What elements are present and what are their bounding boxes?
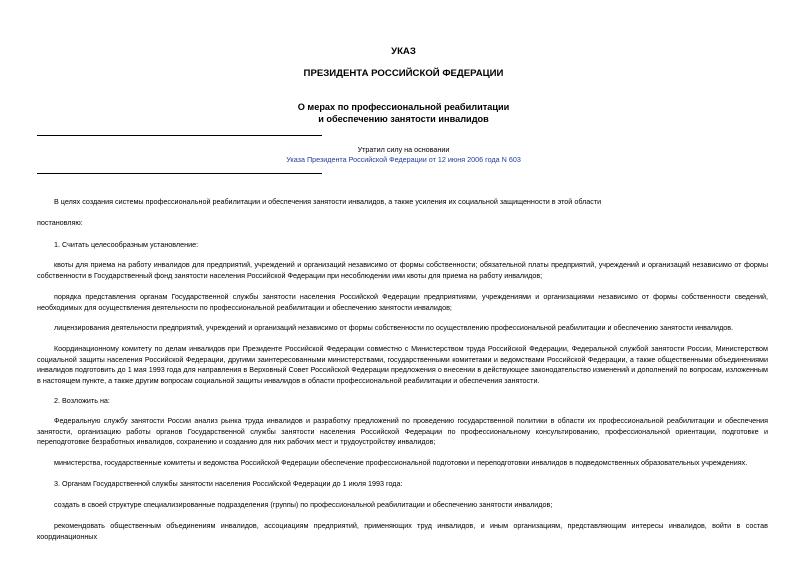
paragraph-recommend: рекомендовать общественным объединениям инвалидов, ассоциациям предприятий, применяющих труд инвалидов, и иным организациям, представляющим интересы инвалидов, войти в состав координационных [37,521,768,541]
paragraph-item-1: 1. Считать целесообразным установление: [54,240,199,249]
document-heading [0,101,807,125]
heading-line-2: и обеспечению занятости инвалидов [318,114,489,124]
paragraph-subdivisions: создать в своей структуре специализированные подразделения (группы) по профессиональной реабилитации и обеспечению занятости инвалидов; [54,500,553,509]
repeal-notice-text: Утратил силу на основании [357,145,450,154]
paragraph-quota: квоты для приема на работу инвалидов для предприятий, учреждений и организаций независимо от формы собственности; обязательной платы предприятий, учреждений и организаций независимо от формы собственности в Государственный фонд занятости населения Российской Федерации при несоблюдении ими квоты для приема на работу инвалидов; [37,260,768,280]
paragraph-item-2: 2. Возложить на: [54,396,110,405]
divider-bottom [37,173,322,174]
paragraph-employment-service: Федеральную службу занятости России анализ рынка труда инвалидов и разработку предложений по проведению государственной политики в области их профессиональной реабилитации и обеспечения занятости, организацию работы органов Государственной службы занятости населения Российской Федерации по профессиональному консультированию, профессиональной ориентации, подготовке и переподготовке безработных инвалидов, сохранению и созданию для них рабочих мест и трудоустройству инвалидов; [37,416,768,447]
document-title: УКАЗ [391,46,416,57]
paragraph-item-3: 3. Органам Государственной службы занятости населения Российской Федерации до 1 июля 1993 года: [54,479,403,488]
paragraph-reporting: порядка представления органам Государственной службы занятости населения Российской Федерации предприятиями, учреждениями и организациями независимо от формы собственности сведений, необходимых для осуществления деятельности по профессиональной реабилитации и обеспечению занятости инвалидов; [37,292,768,312]
repeal-notice-link[interactable]: Указа Президента Российской Федерации от 12 июня 2006 года N 603 [286,155,521,164]
divider-top [37,135,322,136]
repeal-notice [0,145,807,165]
paragraph-licensing: лицензирования деятельности предприятий, учреждений и организаций независимо от формы собственности по осуществлению профессиональной реабилитации и обеспечению занятости инвалидов. [54,323,734,332]
paragraph-preamble: В целях создания системы профессиональной реабилитации и обеспечения занятости инвалидов, а также усиления их социальной защищенности в этой области [54,197,602,206]
paragraph-committee: Координационному комитету по делам инвалидов при Президенте Российской Федерации совместно с Министерством труда Российской Федерации, Федеральной службой занятости России, Министерством социальной защиты населения Российской Федерации, другими заинтересованными министерствами, государственными комитетами и ведомствами Российской Федерации, а также общественными объединениями инвалидов подготовить до 1 мая 1993 года для направления в Верховный Совет Российской Федерации предложения о внесении в действующее законодательство изменений и дополнений по вопросам, изложенным в настоящем пункте, а также другим вопросам социальной защиты инвалидов в области профессиональной реабилитации и обеспечения занятости. [37,344,768,385]
paragraph-ministries: министерства, государственные комитеты и ведомства Российской Федерации обеспечение профессиональной подготовки и переподготовки инвалидов в подведомственных образовательных учреждениях. [54,458,748,467]
heading-line-1: О мерах по профессиональной реабилитации [297,102,510,112]
document-subtitle: ПРЕЗИДЕНТА РОССИЙСКОЙ ФЕДЕРАЦИИ [303,68,504,79]
paragraph-decree: постановляю: [37,218,83,227]
